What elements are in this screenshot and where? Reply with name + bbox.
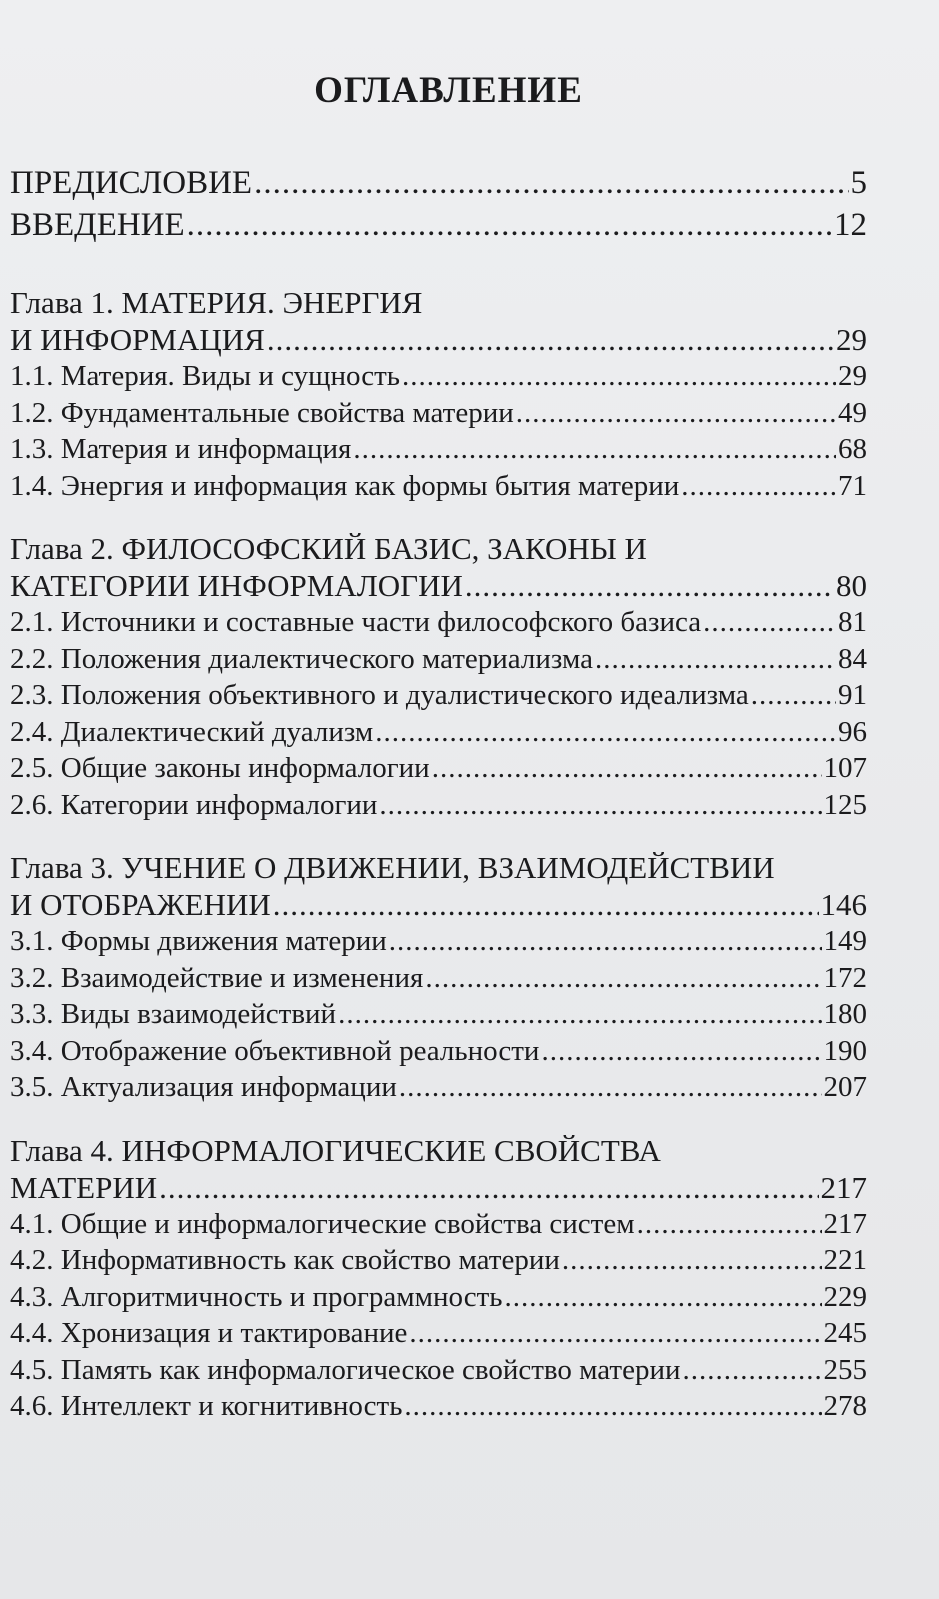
toc-entry bbox=[10, 204, 867, 246]
toc-entry-page: 71 bbox=[838, 469, 867, 502]
dot-leader bbox=[338, 996, 821, 1033]
chapter-heading-tail: КАТЕГОРИИ ИНФОРМАЛОГИИ bbox=[10, 568, 463, 603]
toc-entry-page: 190 bbox=[823, 1034, 867, 1067]
toc-entry-label: 4.6. Интеллект и когнитивность bbox=[10, 1390, 403, 1422]
toc-entry bbox=[10, 1069, 867, 1106]
chapter-page: 217 bbox=[820, 1169, 867, 1205]
toc-entry-label: 3.4. Отображение объективной реальности bbox=[10, 1034, 540, 1067]
chapter-page: 146 bbox=[820, 887, 867, 922]
dot-leader bbox=[159, 1169, 818, 1206]
dot-leader bbox=[703, 604, 836, 641]
toc-entry bbox=[10, 1279, 867, 1316]
toc-entry-page: 278 bbox=[823, 1390, 867, 1422]
toc-entry bbox=[10, 996, 867, 1033]
dot-leader bbox=[432, 750, 822, 787]
toc-entry bbox=[10, 468, 867, 505]
toc-entry-label: 4.4. Хронизация и тактирование bbox=[10, 1317, 408, 1349]
toc-entry-label: 2.6. Категории информалогии bbox=[10, 788, 378, 821]
toc-entry-page: 5 bbox=[850, 165, 867, 201]
dot-leader bbox=[637, 1206, 822, 1243]
chapter-heading-line bbox=[10, 321, 867, 358]
page-title: ОГЛАВЛЕНИЕ bbox=[314, 70, 583, 111]
chapter-heading-tail: МАТЕРИИ bbox=[10, 1169, 158, 1205]
toc-entry-label: 1.4. Энергия и информация как формы бытия материи bbox=[10, 469, 680, 502]
dot-leader bbox=[187, 204, 832, 246]
toc-entry-label: 2.2. Положения диалектического материализма bbox=[10, 642, 593, 675]
chapter-heading-tail: И ИНФОРМАЦИЯ bbox=[10, 322, 265, 357]
toc-entry-page: 229 bbox=[823, 1280, 867, 1313]
chapter-heading: Глава 1. МАТЕРИЯ. ЭНЕРГИЯ bbox=[10, 285, 423, 320]
toc-entry-page: 29 bbox=[838, 360, 867, 392]
dot-leader bbox=[389, 923, 822, 960]
toc-chapter-4 bbox=[10, 1132, 867, 1425]
dot-leader bbox=[353, 431, 836, 468]
toc-entry bbox=[10, 395, 867, 432]
toc-entry-label: 3.3. Виды взаимодействий bbox=[10, 998, 337, 1030]
dot-leader bbox=[399, 1069, 822, 1106]
toc-entry-label: 2.5. Общие законы информалогии bbox=[10, 752, 430, 784]
dot-leader bbox=[683, 1352, 822, 1389]
toc-entry-label: 4.5. Память как информалогическое свойство материи bbox=[10, 1353, 681, 1386]
toc-entry bbox=[10, 714, 867, 751]
dot-leader bbox=[505, 1279, 822, 1316]
dot-leader bbox=[516, 395, 836, 432]
toc-entry bbox=[10, 162, 867, 204]
toc-entry bbox=[10, 431, 867, 468]
chapter-heading-line bbox=[10, 567, 867, 604]
dot-leader bbox=[465, 567, 834, 604]
toc-entry-label: 4.2. Информативность как свойство материи bbox=[10, 1244, 560, 1276]
toc-entry-label: 4.1. Общие и информалогические свойства систем bbox=[10, 1207, 635, 1240]
dot-leader bbox=[404, 1388, 821, 1425]
dot-leader bbox=[267, 321, 834, 358]
toc-entry-label: 4.3. Алгоритмичность и программность bbox=[10, 1280, 503, 1313]
toc-entry-label: ПРЕДИСЛОВИЕ bbox=[10, 165, 253, 201]
chapter-heading: Глава 4. ИНФОРМАЛОГИЧЕСКИЕ СВОЙСТВА bbox=[10, 1132, 661, 1168]
dot-leader bbox=[681, 468, 836, 505]
toc-entry bbox=[10, 923, 867, 960]
dot-leader bbox=[409, 1315, 821, 1352]
toc-entry-label: 2.4. Диалектический дуализм bbox=[10, 715, 374, 748]
toc-entry-page: 125 bbox=[823, 788, 867, 821]
toc-entry bbox=[10, 750, 867, 787]
toc-entry-label: 3.2. Взаимодействие и изменения bbox=[10, 961, 424, 994]
toc-entry bbox=[10, 1206, 867, 1243]
dot-leader bbox=[425, 960, 821, 997]
toc-entry bbox=[10, 358, 867, 395]
toc-entry bbox=[10, 1388, 867, 1425]
toc-entry bbox=[10, 960, 867, 997]
toc-entry-page: 245 bbox=[823, 1317, 867, 1349]
chapter-page: 80 bbox=[836, 568, 867, 603]
toc-entry-page: 221 bbox=[823, 1244, 867, 1276]
chapter-heading-line bbox=[10, 886, 867, 923]
toc-entry-page: 217 bbox=[823, 1207, 867, 1240]
dot-leader bbox=[595, 641, 836, 678]
toc-entry-page: 96 bbox=[838, 715, 867, 748]
toc-entry-label: 1.2. Фундаментальные свойства материи bbox=[10, 396, 514, 429]
dot-leader bbox=[273, 886, 819, 923]
toc-entry-page: 107 bbox=[823, 752, 867, 784]
chapter-heading-tail: И ОТОБРАЖЕНИИ bbox=[10, 887, 271, 922]
toc-entry bbox=[10, 787, 867, 824]
toc-entry bbox=[10, 604, 867, 641]
toc-entry bbox=[10, 641, 867, 678]
toc-chapter-1 bbox=[10, 284, 867, 504]
dot-leader bbox=[562, 1242, 822, 1279]
toc-entry-page: 12 bbox=[834, 207, 867, 243]
toc-entry-label: 1.1. Материя. Виды и сущность bbox=[10, 360, 401, 392]
chapter-heading: Глава 3. УЧЕНИЕ О ДВИЖЕНИИ, ВЗАИМОДЕЙСТВИИ bbox=[10, 850, 775, 885]
toc-entry-page: 172 bbox=[823, 961, 867, 994]
toc-entry-page: 149 bbox=[823, 925, 867, 957]
toc-entry-page: 68 bbox=[838, 433, 867, 465]
dot-leader bbox=[254, 162, 848, 204]
toc-entry-page: 255 bbox=[823, 1353, 867, 1386]
toc-chapter-3 bbox=[10, 849, 867, 1106]
toc-entry-label: 3.1. Формы движения материи bbox=[10, 925, 387, 957]
dot-leader bbox=[541, 1033, 821, 1070]
dot-leader bbox=[402, 358, 836, 395]
chapter-page: 29 bbox=[836, 322, 867, 357]
toc-entry-page: 207 bbox=[823, 1071, 867, 1103]
toc-entry-page: 180 bbox=[823, 998, 867, 1030]
toc-entry bbox=[10, 1242, 867, 1279]
dot-leader bbox=[379, 787, 821, 824]
toc-entry-label: 3.5. Актуализация информации bbox=[10, 1071, 397, 1103]
toc-entry-label: 1.3. Материя и информация bbox=[10, 433, 352, 465]
toc-entry-label: 2.1. Источники и составные части философского базиса bbox=[10, 606, 702, 638]
chapter-heading: Глава 2. ФИЛОСОФСКИЙ БАЗИС, ЗАКОНЫ И bbox=[10, 531, 647, 566]
toc-entry bbox=[10, 1352, 867, 1389]
dot-leader bbox=[751, 677, 836, 714]
toc-entry-label: 2.3. Положения объективного и дуалистического идеализма bbox=[10, 679, 749, 711]
toc-entry bbox=[10, 1315, 867, 1352]
toc-entry bbox=[10, 677, 867, 714]
toc-entry-page: 84 bbox=[838, 642, 867, 675]
toc-entry-label: ВВЕДЕНИЕ bbox=[10, 207, 185, 243]
toc-chapter-2 bbox=[10, 530, 867, 823]
dot-leader bbox=[375, 714, 836, 751]
toc-intro bbox=[10, 162, 867, 246]
toc-entry-page: 81 bbox=[838, 606, 867, 638]
toc-entry-page: 91 bbox=[838, 679, 867, 711]
chapter-heading-line bbox=[10, 1169, 867, 1206]
toc-entry bbox=[10, 1033, 867, 1070]
toc-entry-page: 49 bbox=[838, 396, 867, 429]
